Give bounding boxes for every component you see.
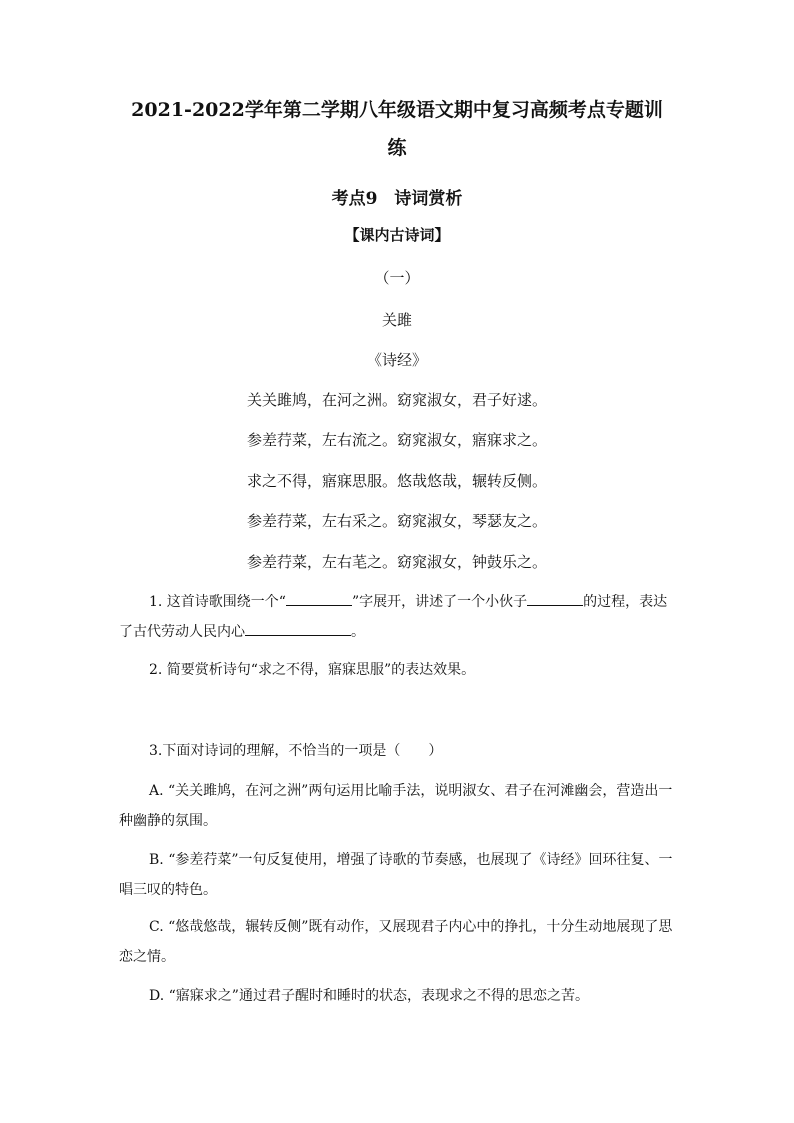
document-title — [110, 91, 684, 167]
answer-blank-1[interactable] — [286, 589, 352, 606]
poem-line: 求之不得，寤寐思服。悠哉悠哉，辗转反侧。 — [246, 472, 547, 490]
answer-blank-3[interactable] — [245, 619, 351, 636]
poem-number: （一） — [374, 269, 420, 287]
title-line-2: 练 — [387, 137, 407, 159]
topic-heading: 考点9 诗词赏析 — [331, 189, 463, 209]
question-1: 1. 这首诗歌围绕一个“ ”字展开，讲述了一个小伙子 的过程，表达 了古代劳动人民内心 。 — [119, 587, 679, 647]
option-d[interactable]: D. “寤寐求之”通过君子醒时和睡时的状态，表现求之不得的思恋之苦。 — [149, 988, 589, 1004]
question-3: 3.下面对诗词的理解，不恰当的一项是（ ） — [149, 743, 443, 759]
option-b[interactable]: B. “参差荇菜”一句反复使用，增强了诗歌的节奏感，也展现了《诗经》回环往复、一唱三叹的特色。 — [119, 852, 673, 898]
option-c[interactable]: C. “悠哉悠哉，辗转反侧”既有动作，又展现君子内心中的挣扎，十分生动地展现了思恋之情。 — [119, 919, 673, 965]
title-line-1: 2021-2022学年第二学期八年级语文期中复习高频考点专题训 — [131, 99, 663, 121]
poem-line: 参差荇菜，左右采之。窈窕淑女，琴瑟友之。 — [246, 512, 547, 530]
question-2: 2. 简要赏析诗句“求之不得，寤寐思服”的表达效果。 — [149, 662, 476, 678]
option-a[interactable]: A. “关关雎鸠，在河之洲”两句运用比喻手法，说明淑女、君子在河滩幽会，营造出一种幽静的氛围。 — [119, 783, 673, 829]
answer-blank-2[interactable] — [527, 589, 583, 606]
poem-title: 关雎 — [381, 311, 412, 329]
poem-line: 参差荇菜，左右流之。窈窕淑女，寤寐求之。 — [246, 431, 547, 449]
poem-line: 关关雎鸠，在河之洲。窈窕淑女，君子好逑。 — [246, 391, 547, 409]
section-heading: 【课内古诗词】 — [344, 226, 450, 244]
poem-source: 《诗经》 — [366, 351, 427, 369]
poem-line: 参差荇菜，左右芼之。窈窕淑女，钟鼓乐之。 — [246, 553, 547, 571]
